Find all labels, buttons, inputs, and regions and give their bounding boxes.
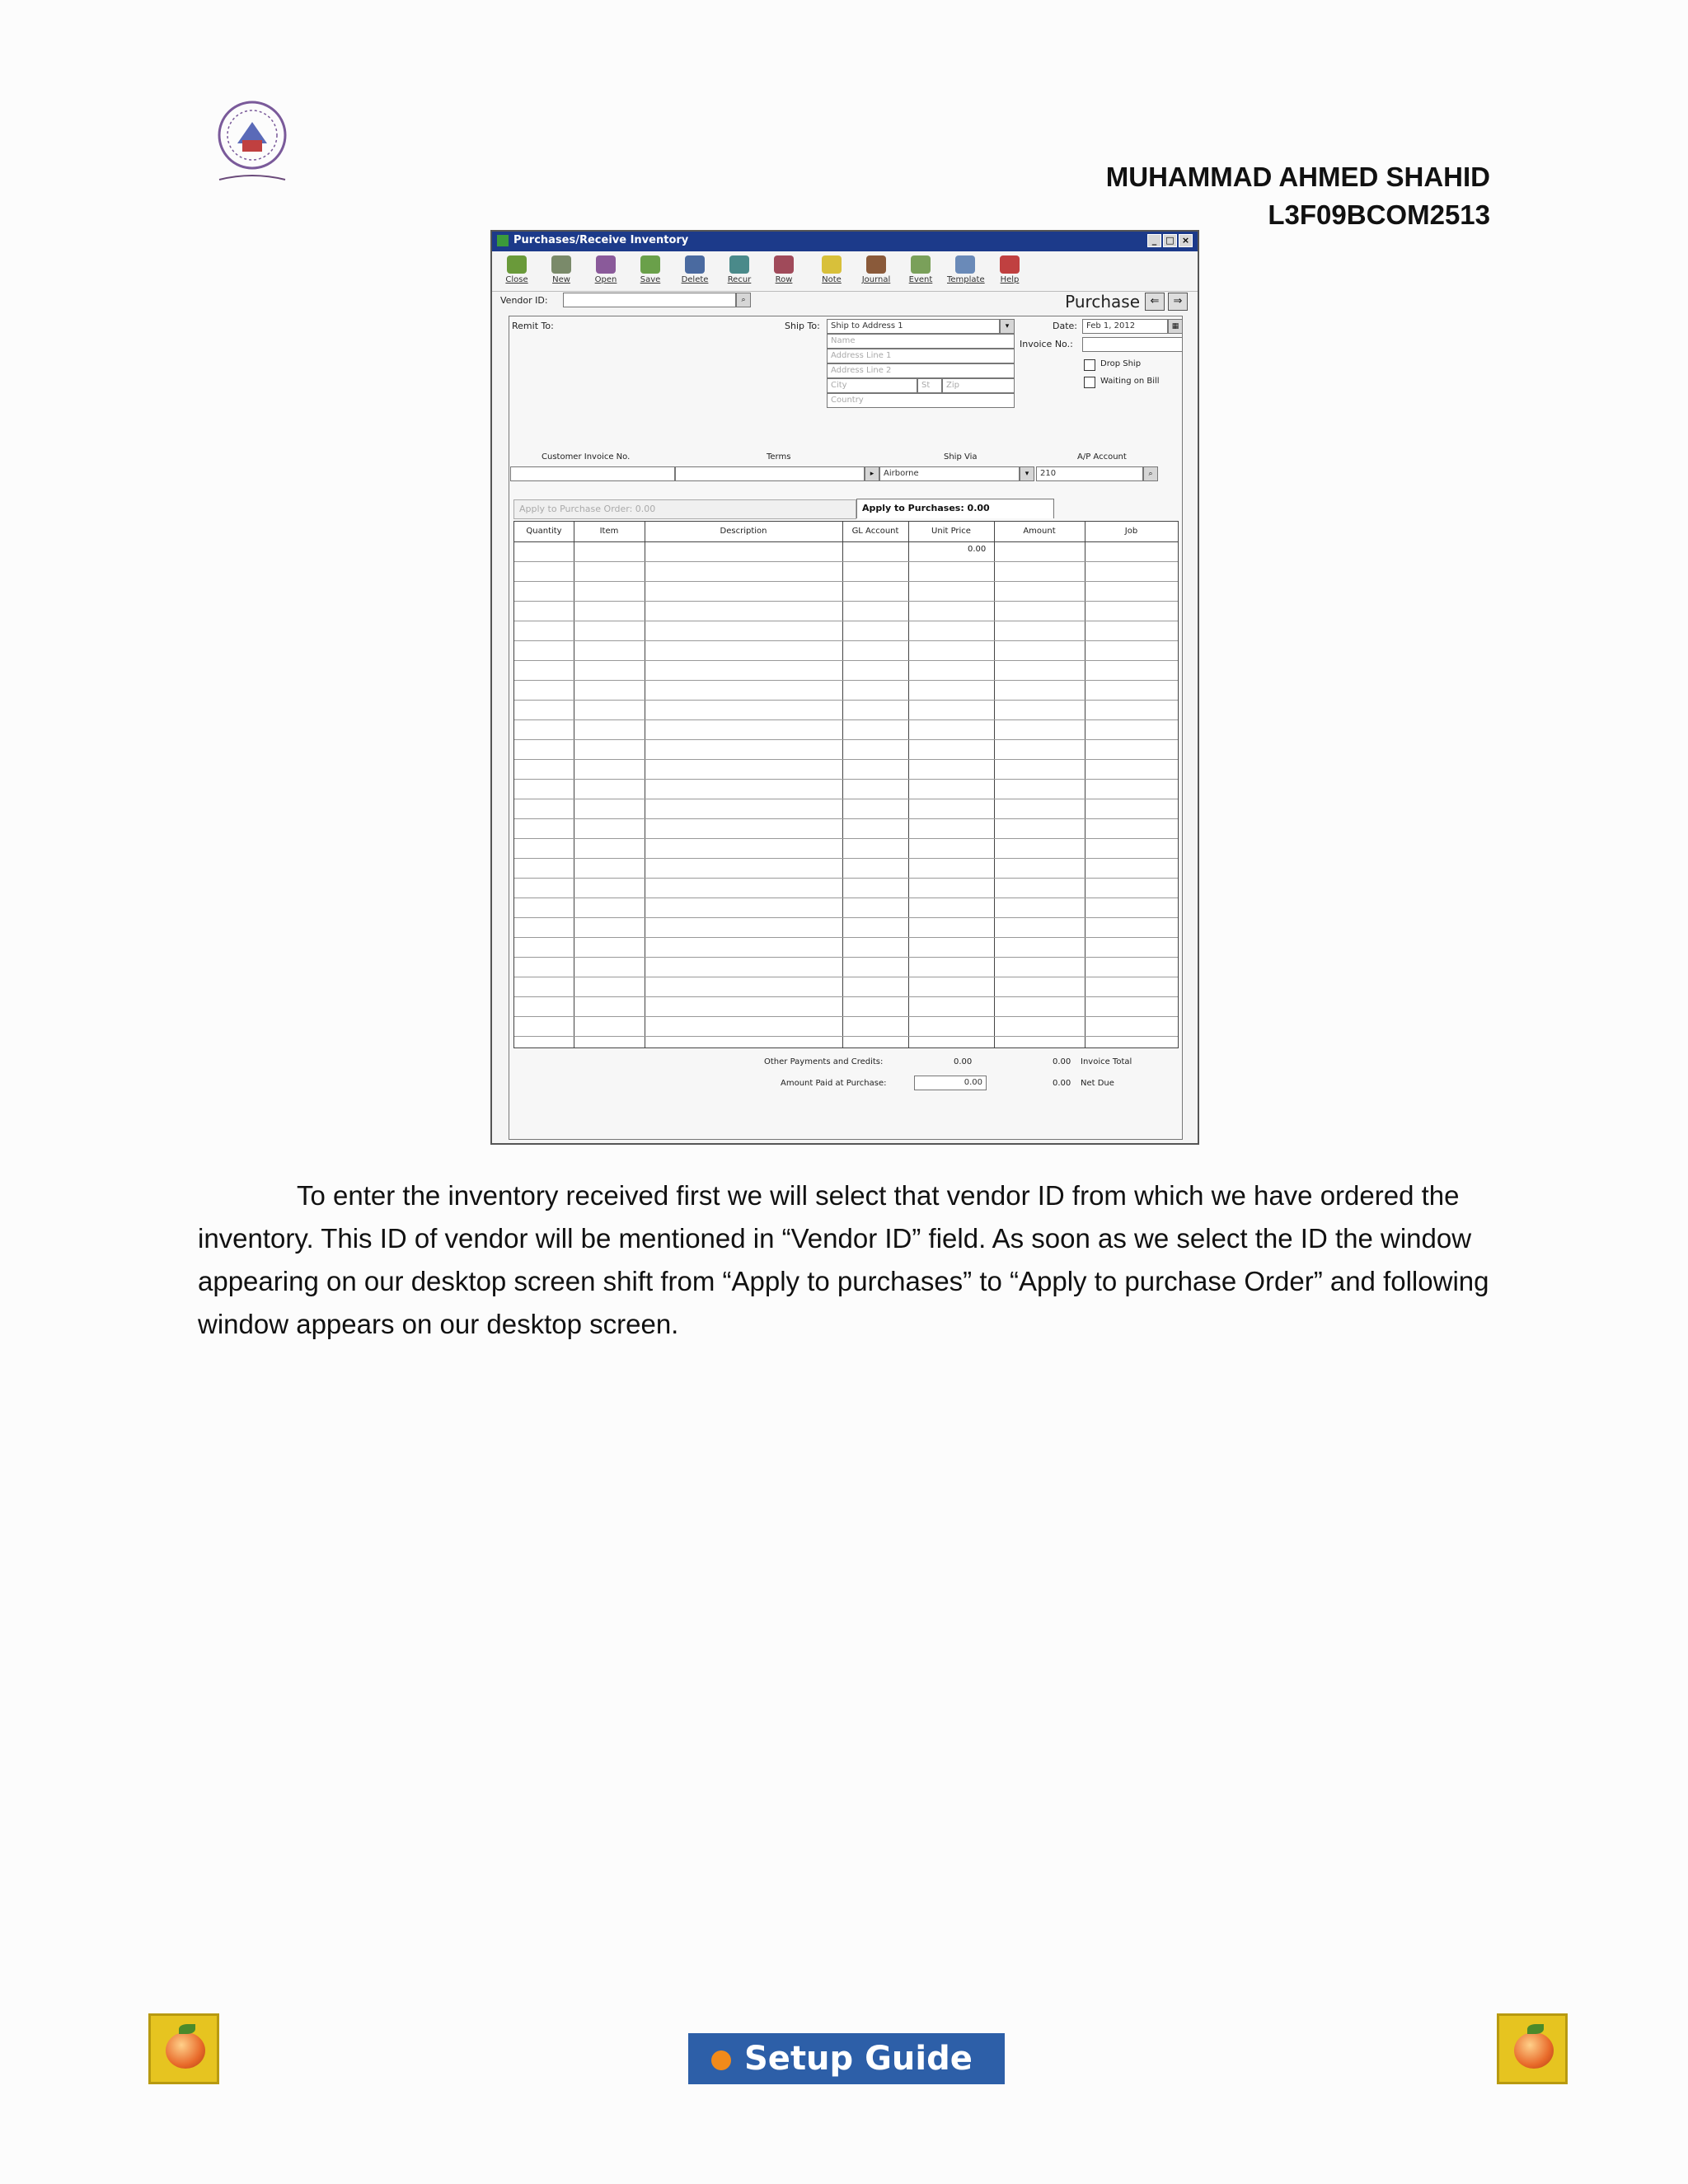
- window-titlebar: [492, 232, 1198, 251]
- template-icon: [955, 255, 975, 274]
- event-button[interactable]: Event: [903, 254, 939, 288]
- invoice-total-value: 0.00: [1053, 1057, 1071, 1066]
- terms-field[interactable]: [675, 466, 865, 481]
- calendar-icon[interactable]: ▦: [1168, 319, 1183, 334]
- maximize-icon[interactable]: □: [1163, 234, 1177, 247]
- invoice-total-label: Invoice Total: [1081, 1057, 1132, 1066]
- terms-dropdown-icon[interactable]: ▸: [865, 466, 879, 481]
- body-paragraph: [198, 1174, 1492, 1346]
- journal-button[interactable]: Journal: [858, 254, 894, 288]
- waiting-on-bill-label: Waiting on Bill: [1100, 377, 1160, 386]
- setup-guide-badge: [688, 2033, 1005, 2084]
- waiting-on-bill-checkbox[interactable]: [1084, 377, 1095, 388]
- column-header-item: Item: [599, 527, 619, 536]
- ship-to-dropdown-icon[interactable]: ▾: [1000, 319, 1015, 334]
- next-arrow-icon[interactable]: ⇒: [1168, 293, 1188, 311]
- recur-button[interactable]: Recur: [721, 254, 757, 288]
- peachtree-logo-left-icon: [148, 2013, 219, 2084]
- ship-via-field[interactable]: Airborne: [879, 466, 1020, 481]
- bullet-icon: [711, 2050, 731, 2070]
- drop-ship-checkbox[interactable]: [1084, 359, 1095, 371]
- template-button[interactable]: Template: [947, 254, 983, 288]
- address-line-1-field[interactable]: Address Line 1: [827, 349, 1015, 363]
- drop-ship-label: Drop Ship: [1100, 359, 1142, 368]
- address-line-2-field[interactable]: Address Line 2: [827, 363, 1015, 378]
- other-payments-label: Other Payments and Credits:: [764, 1057, 884, 1066]
- customer-invoice-field[interactable]: [510, 466, 675, 481]
- row-button[interactable]: Row: [766, 254, 802, 288]
- tab-apply-to-purchase-order[interactable]: Apply to Purchase Order: 0.00: [513, 499, 856, 519]
- save-icon: [640, 255, 660, 274]
- column-header-unit-price: Unit Price: [931, 527, 971, 536]
- tab-apply-to-purchases[interactable]: Apply to Purchases: 0.00: [856, 499, 1054, 518]
- event-icon: [911, 255, 931, 274]
- toolbar: [492, 251, 1198, 292]
- ap-account-field[interactable]: 210: [1036, 466, 1143, 481]
- minimize-icon[interactable]: _: [1147, 234, 1161, 247]
- city-field[interactable]: City: [827, 378, 917, 393]
- close-tool-icon: [507, 255, 527, 274]
- ship-to-field[interactable]: Ship to Address 1: [827, 319, 1000, 334]
- window-title: Purchases/Receive Inventory: [513, 234, 689, 246]
- recur-icon: [729, 255, 749, 274]
- new-button[interactable]: New: [543, 254, 579, 288]
- app-icon: [497, 235, 509, 246]
- university-seal-logo: [203, 97, 302, 186]
- row-icon: [774, 255, 794, 274]
- line-items-grid[interactable]: [513, 521, 1179, 1048]
- customer-invoice-label: Customer Invoice No.: [542, 452, 631, 462]
- journal-icon: [866, 255, 886, 274]
- ap-account-lookup-icon[interactable]: ⌕: [1143, 466, 1158, 481]
- column-header-gl-account: GL Account: [851, 527, 899, 536]
- ship-name-field[interactable]: Name: [827, 334, 1015, 349]
- amount-paid-field[interactable]: 0.00: [914, 1076, 987, 1090]
- date-field[interactable]: Feb 1, 2012: [1082, 319, 1168, 334]
- note-button[interactable]: Note: [814, 254, 850, 288]
- state-field[interactable]: St: [917, 378, 942, 393]
- vendor-id-field[interactable]: [563, 293, 736, 307]
- previous-arrow-icon[interactable]: ⇐: [1145, 293, 1165, 311]
- column-header-quantity: Quantity: [526, 527, 562, 536]
- ap-account-label: A/P Account: [1077, 452, 1127, 462]
- setup-guide-label: Setup Guide: [744, 2040, 973, 2078]
- paragraph-text: To enter the inventory received first we will select that vendor ID from which we have ordered the inventory. This ID of vendor will be mentioned in “Vendor ID” field. As soon as we select the ID the window appearing on our desktop screen shift from “Apply to purchases” to “Apply to purchase Order” and following window appears on our desktop screen.: [198, 1180, 1489, 1339]
- other-payments-value: 0.00: [954, 1057, 973, 1066]
- column-header-job: Job: [1124, 527, 1138, 536]
- date-label: Date:: [1053, 321, 1077, 331]
- help-button[interactable]: Help: [992, 254, 1028, 288]
- purchases-receive-inventory-window: [490, 230, 1199, 1145]
- close-window-icon[interactable]: ×: [1179, 234, 1193, 247]
- new-icon: [551, 255, 571, 274]
- open-button[interactable]: Open: [588, 254, 624, 288]
- vendor-id-label: Vendor ID:: [500, 295, 548, 306]
- amount-paid-label: Amount Paid at Purchase:: [781, 1079, 887, 1088]
- student-id: L3F09BCOM2513: [1268, 199, 1490, 230]
- close-button[interactable]: Close: [499, 254, 535, 288]
- remit-to-label: Remit To:: [512, 321, 554, 331]
- help-icon: [1000, 255, 1020, 274]
- purchase-header-title: Purchase: [1065, 292, 1140, 312]
- terms-label: Terms: [767, 452, 791, 462]
- peachtree-logo-right-icon: [1497, 2013, 1568, 2084]
- column-header-description: Description: [720, 527, 767, 536]
- delete-icon: [685, 255, 705, 274]
- author-name: MUHAMMAD AHMED SHAHID: [1105, 162, 1490, 192]
- ship-via-dropdown-icon[interactable]: ▾: [1020, 466, 1034, 481]
- country-field[interactable]: Country: [827, 393, 1015, 408]
- open-icon: [596, 255, 616, 274]
- vendor-lookup-icon[interactable]: ⌕: [736, 293, 751, 307]
- note-icon: [822, 255, 842, 274]
- ship-to-label: Ship To:: [785, 321, 820, 331]
- net-due-label: Net Due: [1081, 1079, 1114, 1088]
- column-header-amount: Amount: [1023, 527, 1056, 536]
- ship-via-label: Ship Via: [944, 452, 978, 462]
- save-button[interactable]: Save: [632, 254, 668, 288]
- invoice-no-field[interactable]: [1082, 337, 1183, 352]
- delete-button[interactable]: Delete: [677, 254, 713, 288]
- first-row-unit-price: 0.00: [968, 545, 987, 554]
- author-block: [1106, 158, 1490, 234]
- zip-field[interactable]: Zip: [942, 378, 1015, 393]
- net-due-value: 0.00: [1053, 1079, 1071, 1088]
- invoice-no-label: Invoice No.:: [1020, 339, 1073, 349]
